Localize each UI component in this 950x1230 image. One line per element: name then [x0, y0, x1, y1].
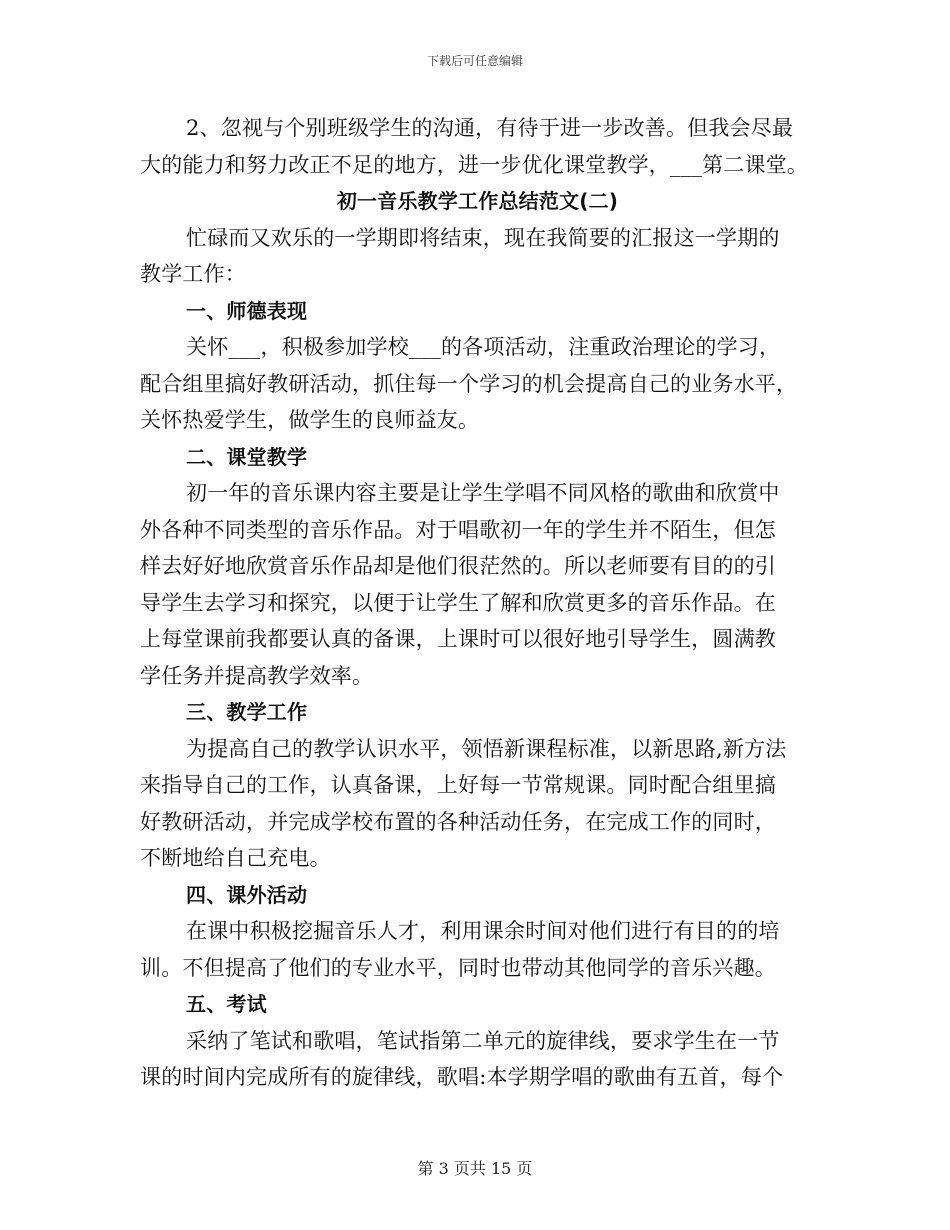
paragraph-line: 大的能力和努力改正不足的地方，进一步优化课堂教学，___第二课堂。 [140, 152, 809, 177]
paragraph-line: 关怀___，积极参加学校___的各项活动，注重政治理论的学习， [186, 335, 781, 359]
document-title: 初一音乐教学工作总结范文(二) [336, 189, 619, 213]
paragraph-line: 好教研活动，并完成学校布置的各种活动任务，在完成工作的同时， [140, 809, 776, 834]
paragraph-line: 不断地给自己充电。 [140, 846, 331, 870]
section-heading: 四、课外活动 [186, 882, 308, 907]
paragraph-line: 课的时间内完成所有的旋律线，歌唱:本学期学唱的歌曲有五首，每个 [140, 1065, 784, 1089]
section-heading: 二、课堂教学 [186, 444, 308, 469]
paragraph-line: 来指导自己的工作，认真备课，上好每一节常规课。同时配合组里搞 [140, 773, 776, 797]
paragraph-line: 学任务并提高教学效率。 [140, 663, 374, 688]
paragraph-line: 为提高自己的教学认识水平，领悟新课程标准，以新思路,新方法 [186, 736, 787, 761]
section-heading: 三、教学工作 [186, 700, 308, 724]
paragraph-line: 导学生去学习和探究，以便于让学生了解和欣赏更多的音乐作品。在 [140, 590, 776, 615]
section-heading: 五、考试 [186, 992, 267, 1016]
paragraph-line: 关怀热爱学生，做学生的良师益友。 [140, 408, 480, 432]
paragraph-line: 上每堂课前我都要认真的备课，上课时可以很好地引导学生，圆满教 [140, 627, 776, 651]
page-footer: 第 3 页共 15 页 [417, 1159, 533, 1178]
paragraph-line: 2、忽视与个别班级学生的沟通，有待于进一步改善。但我会尽最 [186, 116, 794, 140]
paragraph-line: 初一年的音乐课内容主要是让学生学唱不同风格的歌曲和欣赏中 [186, 481, 780, 505]
paragraph-line: 外各种不同类型的音乐作品。对于唱歌初一年的学生并不陌生，但怎 [140, 517, 776, 542]
paragraph-line: 样去好好地欣赏音乐作品却是他们很茫然的。所以老师要有目的的引 [140, 554, 776, 578]
header-note: 下载后可任意编辑 [426, 54, 523, 68]
section-heading: 一、师德表现 [186, 298, 308, 323]
paragraph-line: 训。不但提高了他们的专业水平，同时也带动其他同学的音乐兴趣。 [140, 955, 776, 980]
paragraph-line: 在课中积极挖掘音乐人才，利用课余时间对他们进行有目的的培 [186, 919, 780, 943]
paragraph-line: 配合组里搞好教研活动，抓住每一个学习的机会提高自己的业务水平， [140, 371, 798, 396]
document-body [140, 110, 815, 1096]
paragraph-line: 忙碌而又欢乐的一学期即将结束，现在我简要的汇报这一学期的 [186, 225, 780, 250]
paragraph-line: 教学工作： [140, 262, 246, 286]
paragraph-line: 采纳了笔试和歌唱，笔试指第二单元的旋律线，要求学生在一节 [186, 1028, 780, 1053]
